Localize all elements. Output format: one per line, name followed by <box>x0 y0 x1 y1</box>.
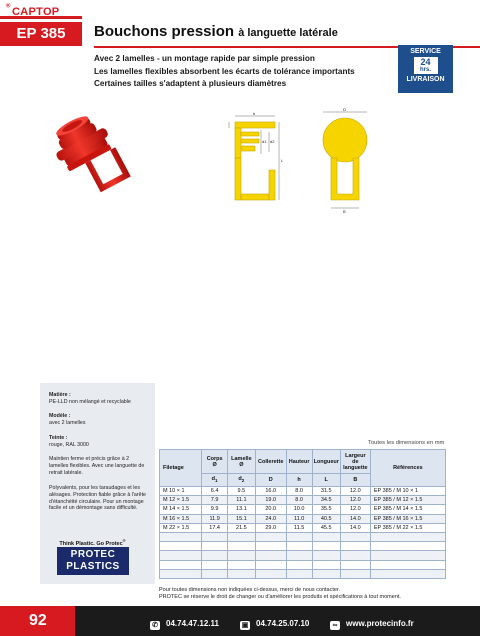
table-row-empty <box>160 569 446 578</box>
product-code: EP 385 <box>0 22 82 46</box>
fax-contact[interactable]: ▣ 04.74.25.07.10 <box>241 619 310 629</box>
dim-label-l: L <box>281 158 284 163</box>
technical-drawing <box>225 108 385 214</box>
table-cell <box>286 542 312 551</box>
table-cell: 8.0 <box>286 487 312 496</box>
table-cell: EP 385 / M 22 × 1.5 <box>370 523 445 532</box>
intro-bullets <box>94 53 355 91</box>
table-cell: EP 385 / M 12 × 1.5 <box>370 496 445 505</box>
brand-tab <box>0 0 82 19</box>
sub-h: h <box>286 474 312 487</box>
col-largeur: Largeur de languette <box>340 450 370 474</box>
intro-line: Avec 2 lamelles - un montage rapide par simple pression <box>94 54 315 63</box>
website-link[interactable]: ∞ www.protecinfo.fr <box>330 619 414 630</box>
table-cell: EP 385 / M 10 × 1 <box>370 487 445 496</box>
table-cell <box>286 569 312 578</box>
table-cell: 12.0 <box>340 487 370 496</box>
table-cell: 9.9 <box>202 505 228 514</box>
page-subtitle: à languette latérale <box>238 27 338 39</box>
specifications-table <box>159 449 446 579</box>
table-cell <box>286 560 312 569</box>
description-2: Polyvalents, pour les taraudages et les alésages. Protection fiable grâce à l'arête d'étanchéité circulaire. Pour un montage facile et un démontage sans difficulté. <box>49 485 147 512</box>
table-row <box>160 514 446 523</box>
table-cell <box>312 542 340 551</box>
table-cell <box>255 551 286 560</box>
col-corps: Corps Ø <box>202 450 228 474</box>
description-1: Maintien ferme et précis grâce à 2 lamelles flexibles. Avec une languette de retrait latérale. <box>49 456 145 476</box>
service-badge <box>398 45 453 93</box>
table-row <box>160 487 446 496</box>
table-cell <box>227 569 255 578</box>
table-cell <box>286 532 312 541</box>
table-row-empty <box>160 560 446 569</box>
intro-line: Les lamelles flexibles absorbent les écarts de tolérance importants <box>94 66 355 76</box>
table-cell: 31.5 <box>312 487 340 496</box>
table-cell: M 22 × 1.5 <box>160 523 202 532</box>
table-cell: 11.9 <box>202 514 228 523</box>
phone-contact[interactable]: ✆ 04.74.47.12.11 <box>150 619 219 630</box>
table-cell <box>255 569 286 578</box>
table-row-empty <box>160 551 446 560</box>
table-cell: 35.5 <box>312 505 340 514</box>
dim-label-d2: d2 <box>270 139 275 144</box>
table-cell: 9.5 <box>227 487 255 496</box>
table-cell <box>340 560 370 569</box>
table-cell: 10.0 <box>286 505 312 514</box>
product-photo <box>30 115 170 225</box>
table-cell: 29.0 <box>255 523 286 532</box>
table-cell <box>255 560 286 569</box>
table-cell: 45.5 <box>312 523 340 532</box>
table-cell <box>227 542 255 551</box>
table-cell <box>227 551 255 560</box>
material-block: Matière : PE-LLD non mélangé et recyclable <box>49 392 131 405</box>
table-cell: 6.4 <box>202 487 228 496</box>
color-block: Teinte : rouge, RAL 3000 <box>49 435 89 448</box>
table-cell <box>255 532 286 541</box>
table-cell <box>202 560 228 569</box>
service-hours-unit: hrs. <box>414 67 438 74</box>
table-cell <box>202 532 228 541</box>
table-cell: 13.1 <box>227 505 255 514</box>
sub-d1: $d_1$ <box>202 474 228 487</box>
table-cell: 11.0 <box>286 514 312 523</box>
table-cell: 11.1 <box>227 496 255 505</box>
intro-line: Certaines tailles s'adaptent à plusieurs diamètres <box>94 79 287 88</box>
table-cell <box>160 560 202 569</box>
col-lamelle: Lamelle Ø <box>227 450 255 474</box>
col-longueur: Longueur <box>312 450 340 474</box>
table-cell: M 12 × 1.5 <box>160 496 202 505</box>
table-cell <box>370 560 445 569</box>
table-cell: 20.0 <box>255 505 286 514</box>
table-cell: 7.9 <box>202 496 228 505</box>
dim-label-B: B <box>343 209 346 214</box>
col-collerette: Collerette <box>255 450 286 474</box>
table-cell: 11.5 <box>286 523 312 532</box>
table-cell <box>227 532 255 541</box>
service-hours: 24 <box>414 57 438 67</box>
service-label: SERVICE <box>410 48 441 55</box>
col-filetage: Filetage <box>160 450 202 487</box>
table-cell: EP 385 / M 14 × 1.5 <box>370 505 445 514</box>
table-cell: 12.0 <box>340 505 370 514</box>
table-cell <box>312 560 340 569</box>
sub-d2: $d_2$ <box>227 474 255 487</box>
table-cell: 17.4 <box>202 523 228 532</box>
service-delivery: LIVRAISON <box>406 76 445 83</box>
footnote: Pour toutes dimensions non indiquées ci-dessus, merci de nous contacter. PROTEC se réserve le droit de changer ou d'améliorer les produits et spécifications à tout moment. <box>159 587 401 600</box>
sub-L: L <box>312 474 340 487</box>
table-cell <box>255 542 286 551</box>
col-references: Références <box>370 450 445 487</box>
table-cell <box>202 542 228 551</box>
table-row-empty <box>160 542 446 551</box>
table-cell: 19.0 <box>255 496 286 505</box>
table-cell <box>370 542 445 551</box>
sub-D: D <box>255 474 286 487</box>
table-cell <box>160 569 202 578</box>
table-cell <box>340 532 370 541</box>
table-cell: 14.0 <box>340 523 370 532</box>
table-cell <box>340 551 370 560</box>
protec-logo: PROTEC PLASTICS <box>57 547 129 575</box>
table-cell <box>312 551 340 560</box>
dimensions-note: Toutes les dimensions en mm <box>368 440 445 446</box>
table-cell <box>202 569 228 578</box>
table-cell: 34.5 <box>312 496 340 505</box>
table-cell: EP 385 / M 16 × 1.5 <box>370 514 445 523</box>
table-cell <box>160 551 202 560</box>
table-cell <box>312 569 340 578</box>
dim-label-d1: d1 <box>262 139 267 144</box>
table-cell <box>160 532 202 541</box>
table-cell <box>340 542 370 551</box>
table-cell <box>340 569 370 578</box>
fax-icon: ▣ <box>241 622 249 629</box>
table-cell: 14.0 <box>340 514 370 523</box>
table-cell: M 14 × 1.5 <box>160 505 202 514</box>
table-cell: 12.0 <box>340 496 370 505</box>
table-cell <box>286 551 312 560</box>
table-cell <box>312 532 340 541</box>
page-number: 92 <box>0 606 75 636</box>
sub-B: B <box>340 474 370 487</box>
tagline: Think Plastic. Go Protec® <box>59 538 126 547</box>
table-cell <box>202 551 228 560</box>
table-cell: 15.1 <box>227 514 255 523</box>
table-cell <box>370 551 445 560</box>
col-hauteur: Hauteur <box>286 450 312 474</box>
table-cell: 16.0 <box>255 487 286 496</box>
phone-icon: ✆ <box>150 621 160 630</box>
dim-label-D: D <box>343 108 346 112</box>
table-cell: M 10 × 1 <box>160 487 202 496</box>
table-row <box>160 523 446 532</box>
page-title: Bouchons pression à languette latérale <box>94 23 338 40</box>
dim-label-h: h <box>253 111 256 116</box>
link-icon: ∞ <box>330 621 340 630</box>
table-cell: 21.5 <box>227 523 255 532</box>
table-row-empty <box>160 532 446 541</box>
table-cell <box>370 569 445 578</box>
table-cell: M 16 × 1.5 <box>160 514 202 523</box>
table-row <box>160 505 446 514</box>
table-row <box>160 496 446 505</box>
table-cell <box>370 532 445 541</box>
table-cell <box>160 542 202 551</box>
table-cell <box>227 560 255 569</box>
table-cell: 8.0 <box>286 496 312 505</box>
model-block: Modèle : avec 2 lamelles <box>49 413 86 426</box>
table-cell: 24.0 <box>255 514 286 523</box>
brand-name: CAPTOP ® <box>6 3 60 18</box>
table-cell: 40.5 <box>312 514 340 523</box>
